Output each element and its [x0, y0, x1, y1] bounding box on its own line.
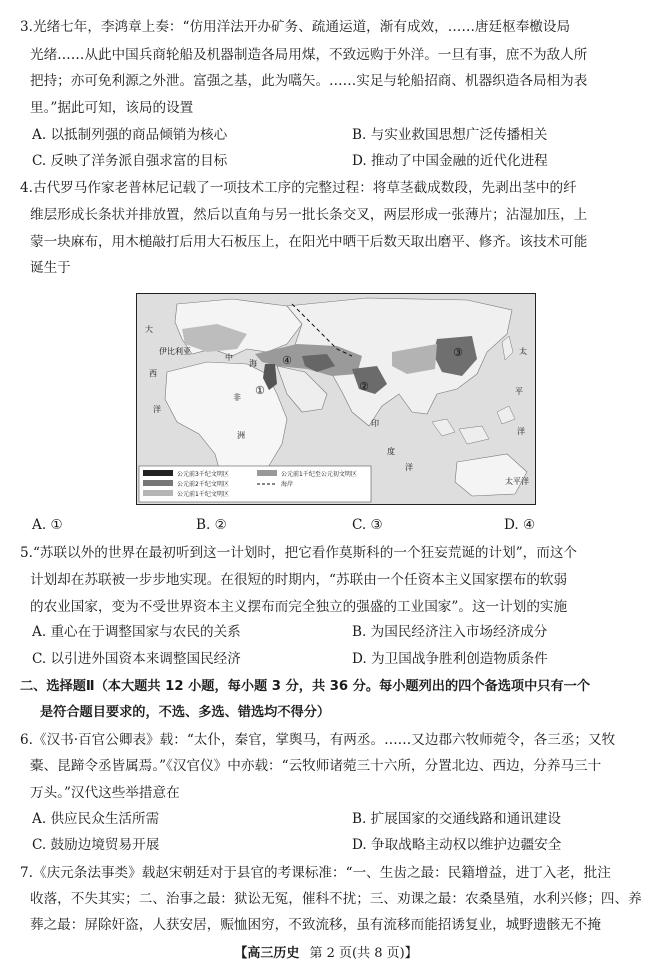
- q3-line-4: 里。”据此可知，该局的设置: [30, 100, 194, 116]
- section-2-line-2: 是符合题目要求的，不选、多选、错选均不得分）: [40, 705, 331, 720]
- q5-option-a[interactable]: A. 重心在于调整国家与农民的关系: [32, 624, 241, 640]
- map-label-pacific-2: 平: [515, 387, 523, 396]
- map-marker-4: ④: [282, 354, 292, 367]
- map-label-med-2: 海: [249, 359, 257, 368]
- section-2-line-1: 二、选择题Ⅱ（本大题共 12 小题，每小题 3 分，共 36 分。每小题列出的四个备选项中只有一个: [20, 679, 591, 694]
- q5-option-c[interactable]: C. 以引进外国资本来调整国民经济: [32, 651, 241, 667]
- q6-option-c[interactable]: C. 鼓励边境贸易开展: [32, 837, 160, 853]
- q5-option-b[interactable]: B. 为国民经济注入市场经济成分: [352, 624, 548, 640]
- footer-page-number: 第 2 页(共 8 页)】: [309, 946, 418, 961]
- world-map-figure: [136, 293, 536, 505]
- q5-line-1: 5.“苏联以外的世界在最初听到这一计划时，把它看作莫斯科的一个狂妄荒诞的计划”，而这个: [20, 545, 578, 561]
- q4-line-2: 维层形成长条状并排放置，然后以直角与另一批长条交叉，两层形成一张薄片；沾湿加压，上: [30, 207, 588, 223]
- map-label-atlantic-3: 洋: [153, 405, 161, 414]
- q4-line-1: 4.古代罗马作家老普林尼记载了一项技术工序的完整过程：将草茎截成数段，先剥出茎中的纤: [20, 180, 577, 196]
- map-label-pacific-3: 洋: [517, 427, 525, 436]
- legend-label-3: 公元前1千纪文明区: [177, 491, 229, 498]
- q3-option-a[interactable]: A. 以抵制列强的商品倾销为核心: [32, 127, 228, 143]
- q3-line-3: 把持；亦可免利源之外泄。富强之基，此为嚆矢。……实足与轮船招商、机器织造各局相为表: [30, 73, 588, 89]
- q6-option-b[interactable]: B. 扩展国家的交通线路和通讯建设: [352, 811, 561, 827]
- map-label-indian-3: 洋: [405, 463, 413, 472]
- q7-line-1: 7.《庆元条法事类》载赵宋朝廷对于县官的考课标准：“一、生齿之最：民籍增益，进丁入老，批注: [20, 865, 611, 881]
- map-label-indian-1: 印: [371, 419, 379, 428]
- footer-subject: 【高三历史: [234, 946, 300, 961]
- q4-option-c[interactable]: C. ③: [352, 517, 383, 533]
- map-marker-2: ②: [359, 380, 369, 393]
- q3-line-1: 3.光绪七年，李鸿章上奏：“仿用洋法开办矿务、疏通运道，渐有成效，……唐廷枢奉檄设局: [20, 19, 571, 35]
- q4-line-4: 诞生于: [30, 260, 71, 276]
- q7-line-2: 收落，不失其实；二、治事之最：狱讼无冤，催科不扰；三、劝课之最：农桑垦殖，水利兴修；四、养: [30, 891, 642, 907]
- q3-option-d[interactable]: D. 推动了中国金融的近代化进程: [352, 153, 548, 169]
- map-label-indian-2: 度: [387, 447, 395, 456]
- q6-option-d[interactable]: D. 争取战略主动权以维护边疆安全: [352, 837, 562, 853]
- q5-line-2: 计划却在苏联被一步步地实现。在很短的时期内，“苏联由一个任资本主义国家摆布的软弱: [30, 572, 568, 588]
- q5-line-3: 的农业国家，变为不受世界资本主义摆布而完全独立的强盛的工业国家”。这一计划的实施: [30, 599, 568, 615]
- q5-option-d[interactable]: D. 为卫国战争胜利创造物质条件: [352, 651, 548, 667]
- map-label-atlantic-1: 大: [145, 325, 153, 334]
- map-label-atlantic-2: 西: [149, 369, 157, 378]
- q4-option-b[interactable]: B. ②: [196, 517, 227, 533]
- map-label-africa-2: 洲: [237, 431, 245, 440]
- q4-option-a[interactable]: A. ①: [32, 517, 63, 533]
- q4-line-3: 蒙一块麻布，用木槌敲打后用大石板压上，在阳光中晒干后数天取出磨平、修齐。该技术可能: [30, 234, 588, 250]
- legend-label-4: 公元前1千纪至公元初文明区: [281, 471, 357, 478]
- map-label-pacific-1: 太: [519, 347, 527, 356]
- q3-line-2: 光绪……从此中国兵商轮船及机器制造各局用煤，不致远购于外洋。一旦有事，庶不为敌人所: [30, 47, 588, 63]
- legend-label-2: 公元前2千纪文明区: [177, 481, 229, 488]
- q3-option-c[interactable]: C. 反映了洋务派自强求富的目标: [32, 153, 228, 169]
- q7-line-3: 葬之最：屏除奸盗，人获安居，赈恤困穷，不致流移，虽有流移而能招诱复业，城野遗骸无不掩: [30, 917, 601, 933]
- q6-line-1: 6.《汉书·百官公卿表》载：“太仆，秦官，掌舆马，有两丞。……又边郡六牧师菀令，各三丞；又牧: [20, 732, 616, 748]
- map-label-pacific-4: 太平洋: [505, 477, 529, 486]
- map-label-iberia: 伊比利亚: [159, 347, 191, 356]
- q6-line-3: 万头。”汉代这些举措意在: [30, 785, 180, 801]
- q6-line-2: 橐、昆蹄令丞皆属焉。”《汉官仪》中亦载：“云牧师诸菀三十六所，分置北边、西边，分养马三十: [30, 758, 602, 774]
- q6-option-a[interactable]: A. 供应民众生活所需: [32, 811, 160, 827]
- map-marker-1: ①: [255, 384, 265, 397]
- q4-option-d[interactable]: D. ④: [504, 517, 536, 533]
- world-map-image: [137, 294, 535, 504]
- q3-option-b[interactable]: B. 与实业救国思想广泛传播相关: [352, 127, 548, 143]
- map-label-africa-1: 非: [233, 393, 241, 402]
- page-footer: [0, 945, 652, 963]
- map-label-med-1: 中: [225, 353, 233, 362]
- map-marker-3: ③: [453, 346, 463, 359]
- legend-label-5: 海岸: [281, 481, 294, 488]
- legend-label-1: 公元前3千纪文明区: [177, 471, 229, 478]
